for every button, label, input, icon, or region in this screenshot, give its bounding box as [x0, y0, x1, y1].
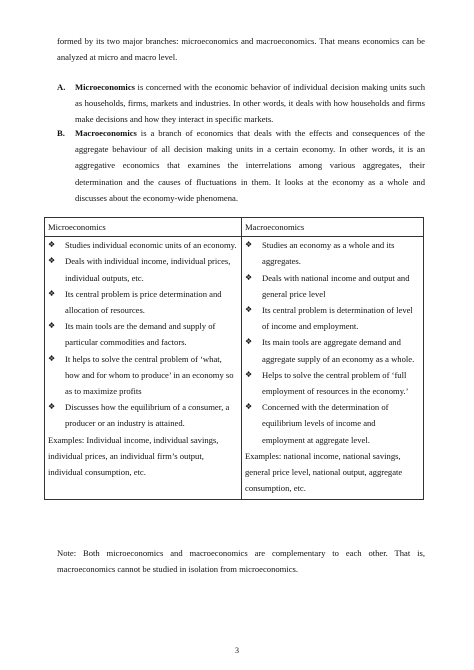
comparison-table — [44, 217, 424, 500]
list-item-text: Deals with national income and output and general price level — [262, 272, 410, 299]
list-item-text: Studies an economy as a whole and its aggregates. — [262, 240, 395, 267]
list-item — [48, 318, 238, 350]
diamond-ornament-icon: ❖ — [245, 272, 253, 282]
diamond-ornament-icon: ❖ — [245, 369, 253, 379]
diamond-ornament-icon: ❖ — [48, 288, 56, 298]
definition-text: is concerned with the economic behavior of individual decision making units such as households, firms, markets and industries. In other words, it deals with how households and firms make decisions and how they interact in specific markets. — [75, 82, 425, 125]
diamond-ornament-icon: ❖ — [48, 353, 56, 363]
diamond-ornament-icon: ❖ — [48, 402, 56, 412]
definition-term: Macroeconomics — [75, 128, 137, 138]
list-item-text: Helps to solve the central problem of ‘full employment of resources in the economy.’ — [262, 369, 409, 397]
definition-microeconomics — [57, 79, 425, 128]
definition-letter: B. — [57, 128, 65, 138]
diamond-ornament-icon: ❖ — [48, 240, 56, 250]
list-item-text: Concerned with the determination of equilibrium levels of income and employment at aggregate level. — [262, 402, 389, 445]
definition-macroeconomics — [57, 125, 425, 206]
diamond-ornament-icon: ❖ — [245, 402, 253, 412]
list-item — [245, 334, 420, 366]
list-item — [48, 351, 238, 400]
header-microeconomics: Microeconomics — [45, 218, 242, 237]
macro-cell — [242, 237, 424, 500]
list-item — [48, 399, 238, 431]
intro-paragraph: formed by its two major branches: microeconomics and macroeconomics. That means economics can be analyzed at micro and macro level. — [57, 36, 425, 63]
list-item — [48, 253, 238, 285]
list-item — [48, 237, 238, 253]
list-item-text: It helps to solve the central problem of ‘what, how and for whom to produce’ in an economy so as to maximize profits — [65, 353, 234, 397]
table-row — [45, 237, 424, 500]
macro-points-list — [245, 237, 420, 448]
definition-body — [75, 79, 425, 128]
diamond-ornament-icon: ❖ — [245, 337, 253, 347]
list-item-text: Discusses how the equilibrium of a consumer, a producer or an industry is attained. — [65, 402, 230, 429]
list-item-text: Studies individual economic units of an economy. — [65, 240, 237, 251]
list-item-text: Its central problem is determination of level of income and employment. — [262, 305, 413, 332]
header-macroeconomics: Macroeconomics — [242, 218, 424, 237]
list-item-text: Its main tools are the demand and supply of particular commodities and factors. — [65, 321, 216, 348]
page-number: 3 — [235, 646, 239, 655]
list-item — [245, 367, 420, 399]
diamond-ornament-icon: ❖ — [245, 240, 253, 250]
definition-text: is a branch of economics that deals with the effects and consequences of the aggregate behaviour of all decision making units in a certain economy. In other words, it is an aggregative economics that examines the interrelations among various aggregates, their determination and the causes of fluctuations in them. It looks at the economy as a whole and discusses about the economy-wide phenomena. — [75, 128, 425, 203]
diamond-ornament-icon: ❖ — [245, 305, 253, 315]
list-item — [245, 237, 420, 269]
micro-cell — [45, 237, 242, 500]
list-item — [245, 399, 420, 448]
definition-body — [75, 125, 425, 206]
list-item-text: Its central problem is price determination and allocation of resources. — [65, 288, 222, 316]
list-item — [245, 270, 420, 302]
micro-points-list — [48, 237, 238, 431]
definition-letter: A. — [57, 82, 66, 92]
list-item-text: Its main tools are aggregate demand and aggregate supply of an economy as a whole. — [262, 337, 415, 364]
diamond-ornament-icon: ❖ — [48, 321, 56, 331]
list-item — [48, 286, 238, 318]
note-paragraph: Note: Both microeconomics and macroeconomics are complementary to each other. That is, macroeconomics cannot be studied in isolation from microeconomics. — [57, 548, 425, 575]
diamond-ornament-icon: ❖ — [48, 256, 56, 266]
list-item-text: Deals with individual income, individual prices, individual outputs, etc. — [65, 256, 231, 283]
macro-examples: Examples: national income, national savings, general price level, national output, aggregate consumption, etc. — [245, 450, 403, 494]
micro-examples: Examples: Individual income, individual savings, individual prices, an individual firm’s output, individual consumption, etc. — [48, 434, 219, 478]
definition-term: Microeconomics — [75, 82, 135, 92]
table-header-row — [45, 218, 424, 237]
list-item — [245, 302, 420, 334]
